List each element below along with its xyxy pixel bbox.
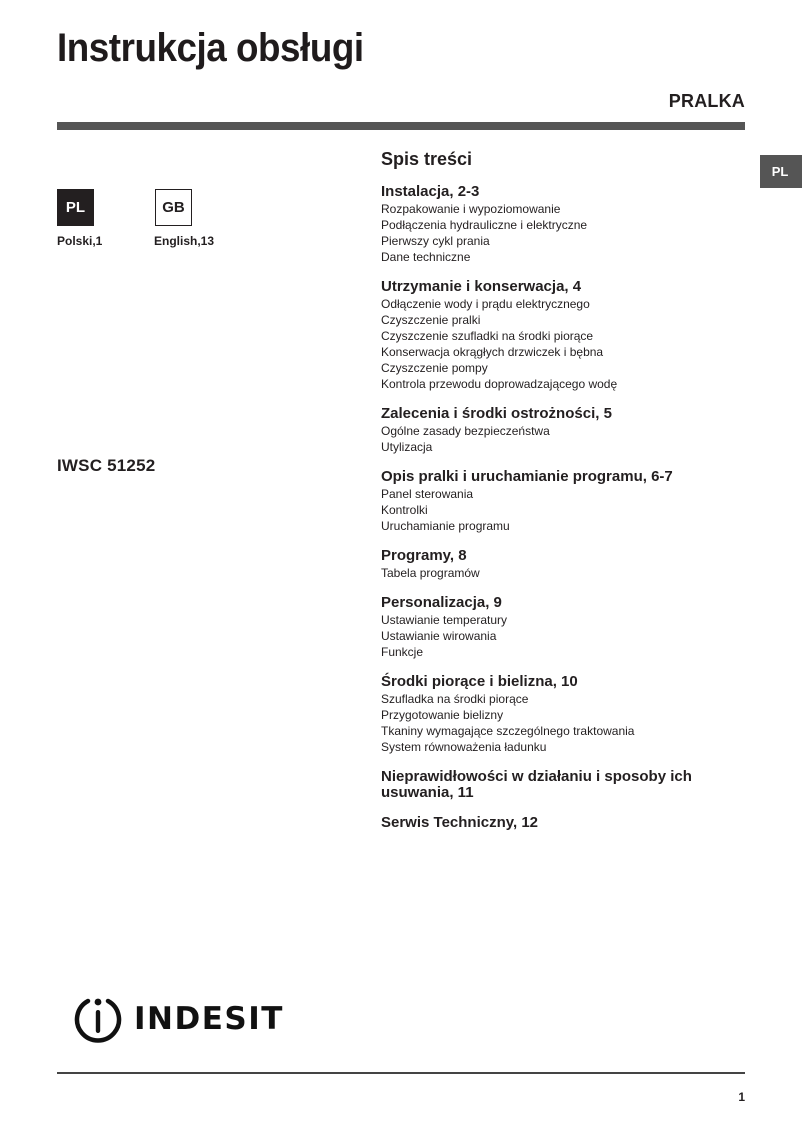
footer-divider bbox=[57, 1072, 745, 1074]
toc-item[interactable]: System równoważenia ładunku bbox=[381, 740, 547, 754]
toc-item[interactable]: Konserwacja okrągłych drzwiczek i bębna bbox=[381, 345, 604, 359]
toc-section-instalacja bbox=[381, 184, 741, 265]
toc-item[interactable]: Pierwszy cykl prania bbox=[381, 234, 490, 248]
toc-heading[interactable]: Zalecenia i środki ostrożności, 5 bbox=[381, 405, 612, 422]
toc-item[interactable]: Rozpakowanie i wypoziomowanie bbox=[381, 202, 561, 216]
toc-item[interactable]: Ustawianie wirowania bbox=[381, 629, 497, 643]
toc-section-serwis bbox=[381, 815, 741, 831]
language-badge-pl[interactable]: PL bbox=[57, 189, 94, 226]
toc-section-nieprawidlowosci bbox=[381, 769, 741, 801]
language-side-tab: PL bbox=[760, 155, 802, 188]
toc-item[interactable]: Ogólne zasady bezpieczeństwa bbox=[381, 424, 550, 438]
toc-item[interactable]: Czyszczenie szufladki na środki piorące bbox=[381, 329, 594, 343]
toc-section-utrzymanie bbox=[381, 279, 741, 392]
toc-item[interactable]: Czyszczenie pralki bbox=[381, 313, 481, 327]
toc-section-zalecenia bbox=[381, 406, 741, 455]
toc-heading[interactable]: Nieprawidłowości w działaniu i sposoby ich usuwania, 11 bbox=[381, 768, 692, 801]
toc-section-srodki bbox=[381, 674, 741, 755]
language-link-pl[interactable]: Polski,1 bbox=[57, 234, 103, 248]
table-of-contents bbox=[381, 148, 741, 845]
toc-item[interactable]: Odłączenie wody i prądu elektrycznego bbox=[381, 297, 590, 311]
toc-heading[interactable]: Środki piorące i bielizna, 10 bbox=[381, 673, 578, 690]
toc-heading[interactable]: Personalizacja, 9 bbox=[381, 594, 502, 611]
toc-item[interactable]: Kontrola przewodu doprowadzającego wodę bbox=[381, 377, 618, 391]
toc-heading[interactable]: Serwis Techniczny, 12 bbox=[381, 814, 539, 831]
toc-item[interactable]: Utylizacja bbox=[381, 440, 433, 454]
toc-item[interactable]: Ustawianie temperatury bbox=[381, 613, 508, 627]
toc-item[interactable]: Szufladka na środki piorące bbox=[381, 692, 529, 706]
brand-wordmark: INDESIT bbox=[134, 1001, 284, 1037]
toc-section-programy bbox=[381, 548, 741, 581]
toc-item[interactable]: Tkaniny wymagające szczególnego traktowania bbox=[381, 724, 635, 738]
toc-item[interactable]: Funkcje bbox=[381, 645, 424, 659]
toc-item[interactable]: Kontrolki bbox=[381, 503, 428, 517]
toc-heading[interactable]: Programy, 8 bbox=[381, 547, 467, 564]
toc-item[interactable]: Panel sterowania bbox=[381, 487, 474, 501]
toc-item[interactable]: Czyszczenie pompy bbox=[381, 361, 488, 375]
header-divider-bar bbox=[57, 122, 745, 130]
page-number: 1 bbox=[738, 1090, 745, 1104]
indesit-power-i-icon bbox=[72, 993, 124, 1045]
toc-item[interactable]: Przygotowanie bielizny bbox=[381, 708, 504, 722]
toc-item[interactable]: Uruchamianie programu bbox=[381, 519, 510, 533]
toc-section-opis bbox=[381, 469, 741, 534]
page-title: Instrukcja obsługi bbox=[57, 26, 364, 70]
model-number: IWSC 51252 bbox=[57, 456, 156, 475]
product-type-label: PRALKA bbox=[668, 91, 745, 111]
toc-heading[interactable]: Utrzymanie i konserwacja, 4 bbox=[381, 278, 582, 295]
brand-logo bbox=[72, 993, 284, 1045]
toc-title: Spis treści bbox=[381, 149, 473, 169]
language-badge-gb[interactable]: GB bbox=[155, 189, 192, 226]
toc-heading[interactable]: Opis pralki i uruchamianie programu, 6-7 bbox=[381, 468, 673, 485]
toc-item[interactable]: Tabela programów bbox=[381, 566, 480, 580]
toc-item[interactable]: Dane techniczne bbox=[381, 250, 471, 264]
toc-section-personalizacja bbox=[381, 595, 741, 660]
toc-item[interactable]: Podłączenia hydrauliczne i elektryczne bbox=[381, 218, 588, 232]
language-link-gb[interactable]: English,13 bbox=[154, 234, 215, 248]
toc-heading[interactable]: Instalacja, 2-3 bbox=[381, 183, 480, 200]
